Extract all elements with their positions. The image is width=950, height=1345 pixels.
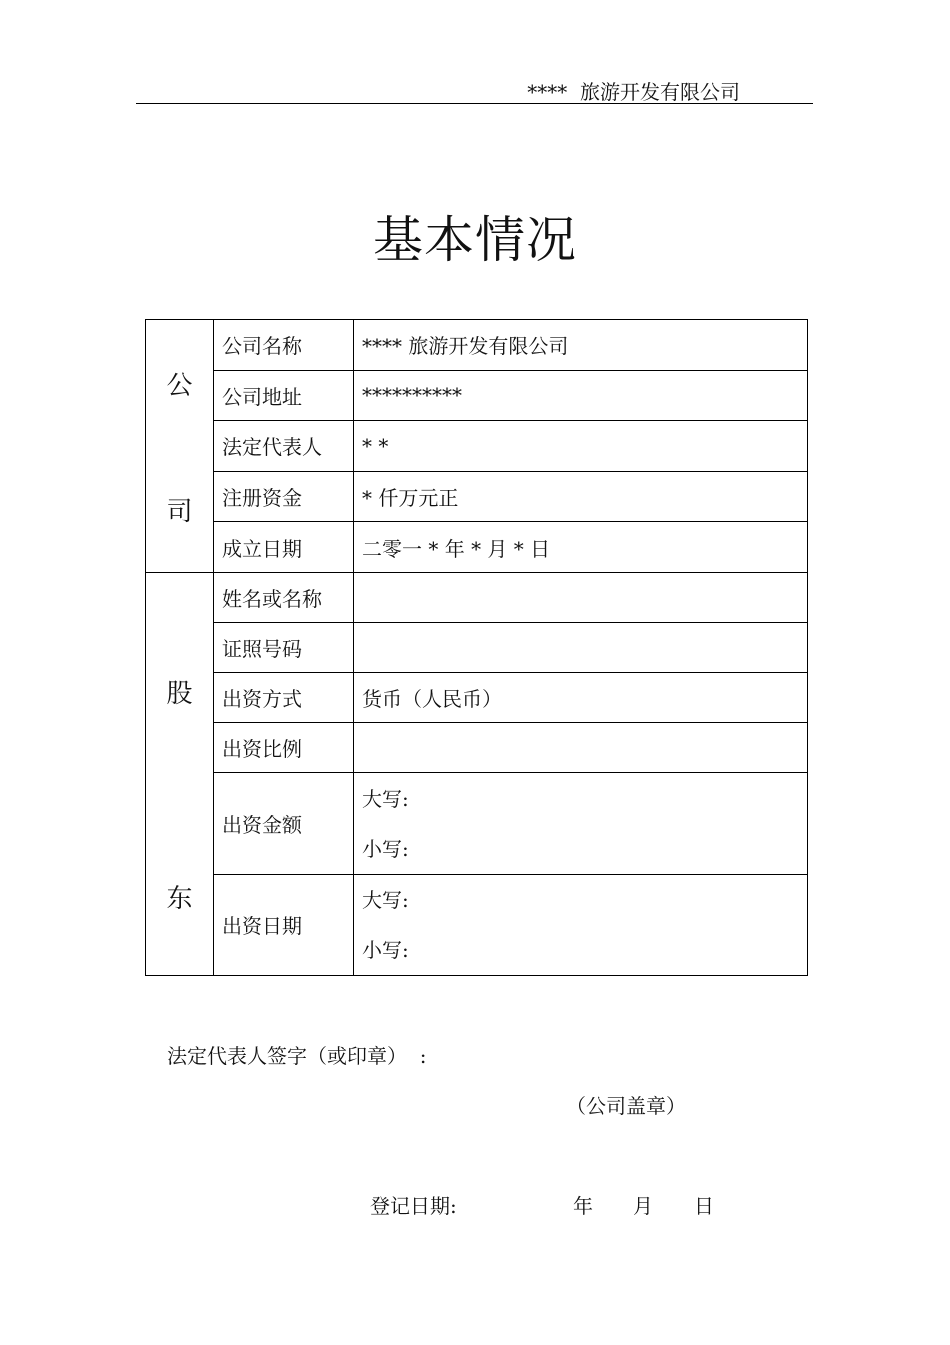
page-title: 基本情况 (373, 211, 577, 269)
row-label: 公司名称 (214, 320, 354, 371)
row-value: * 仟万元正 (354, 471, 808, 522)
register-date-label: 登记日期: (370, 1194, 457, 1218)
amount-label: 出资金额 (214, 773, 354, 874)
row-label: 姓名或名称 (214, 573, 354, 623)
table-row (146, 522, 808, 573)
shareholder-side-char-2: 东 (166, 884, 193, 914)
row-value (354, 723, 808, 773)
date-label: 出资日期 (214, 874, 354, 975)
row-label: 法定代表人 (214, 421, 354, 472)
row-value: * * (354, 421, 808, 472)
shareholder-side-label (146, 573, 214, 976)
year-label: 年 (573, 1194, 593, 1218)
table-row (146, 320, 808, 371)
table-row (146, 773, 808, 874)
row-label: 出资方式 (214, 673, 354, 723)
row-label: 公司地址 (214, 370, 354, 421)
company-side-char-2: 司 (166, 496, 193, 527)
table-row (146, 471, 808, 522)
table-row (146, 874, 808, 975)
row-value: ********** (354, 370, 808, 421)
info-table (145, 319, 808, 976)
company-side-char-1: 公 (166, 370, 193, 401)
header-company-name: **** 旅游开发有限公司 (527, 80, 740, 104)
row-value (354, 573, 808, 623)
date-value (354, 874, 808, 975)
table-row (146, 370, 808, 421)
table-row (146, 421, 808, 472)
table-row (146, 623, 808, 673)
month-label: 月 (633, 1194, 653, 1218)
row-value: **** 旅游开发有限公司 (354, 320, 808, 371)
row-label: 证照号码 (214, 623, 354, 673)
row-value: 货币（人民币） (354, 673, 808, 723)
company-seal-label: （公司盖章） (566, 1094, 686, 1118)
row-label: 注册资金 (214, 471, 354, 522)
row-label: 成立日期 (214, 522, 354, 573)
row-label: 出资比例 (214, 723, 354, 773)
row-value (354, 623, 808, 673)
signature-label: 法定代表人签字（或印章） : (167, 1044, 427, 1068)
date-upper-label: 大写: (362, 887, 409, 912)
day-label: 日 (694, 1194, 714, 1218)
amount-lower-label: 小写: (362, 836, 409, 861)
table-row (146, 673, 808, 723)
table-row (146, 573, 808, 623)
amount-upper-label: 大写: (362, 786, 409, 811)
shareholder-side-char-1: 股 (166, 679, 193, 709)
row-value: 二零一 * 年 * 月 * 日 (354, 522, 808, 573)
page-header (136, 70, 813, 104)
amount-value (354, 773, 808, 874)
table-row (146, 723, 808, 773)
date-lower-label: 小写: (362, 937, 409, 962)
company-side-label (146, 320, 214, 573)
